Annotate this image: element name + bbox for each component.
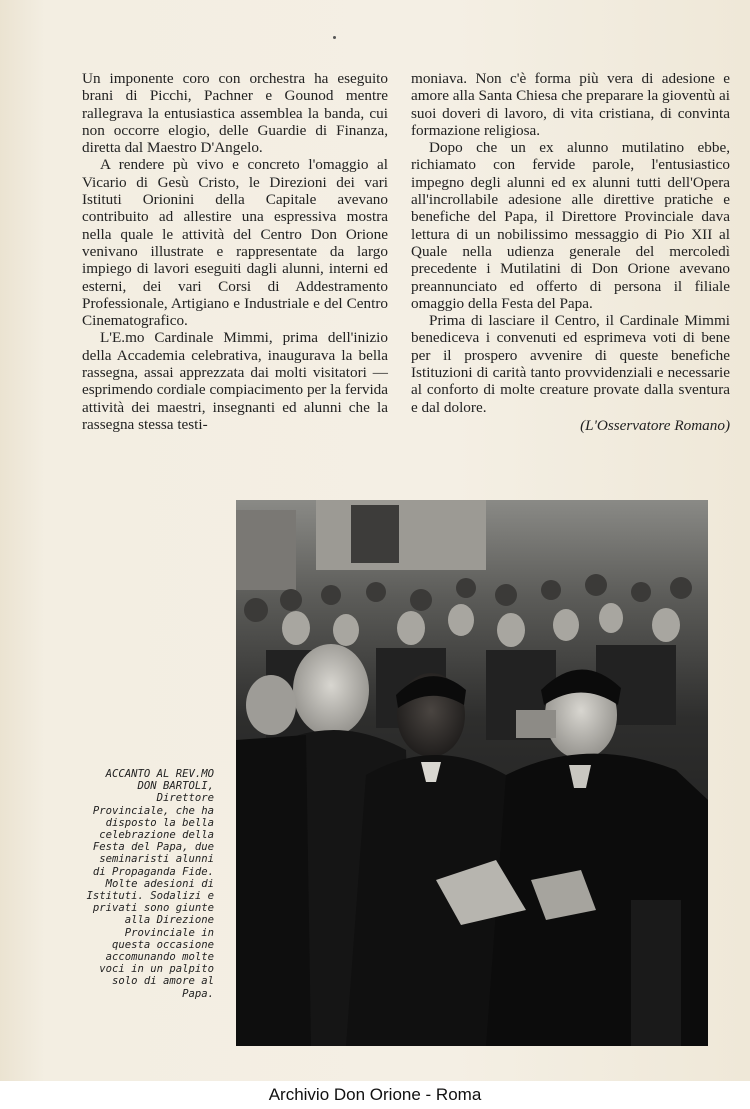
photo-caption: ACCANTO AL REV.MO DON BARTOLI, Direttore Provinciale, che ha disposto la bella celebrazione della Festa del Papa, due seminaristi alunni di Propaganda Fide. Molte adesioni di Istituti. Sodalizi e privati sono giunte alla Direzione Provinciale in questa occasione accomunando molte voci in un palpito solo di amore al Papa. (86, 768, 214, 1000)
print-mark (333, 36, 336, 39)
paragraph: Dopo che un ex alunno mutilatino ebbe, richiamato con fervide parole, l'entusiastico impegno degli alunni ed ex alunni tutti dell'Opera all'incrollabile adesione alle direttive pratiche e benefiche del Papa, il Direttore Provinciale dava lettura di un nobilissimo messaggio di Pio XII al Quale nella udienza generale del mercoledì precedente i Mutilatini di Don Orione avevano preannunciato ed offerto di persona il filiale omaggio della Festa del Papa. (411, 139, 730, 312)
photo-illustration (236, 500, 708, 1046)
article-left-column (82, 70, 388, 433)
seminarians-photo (236, 500, 708, 1046)
paragraph: Un imponente coro con orchestra ha eseguito brani di Picchi, Pachner e Gounod mentre rallegrava la entusiastica assemblea la banda, cui non occorre elogio, delle Guardie di Finanza, diretta dal Maestro D'Angelo. (82, 70, 388, 157)
paragraph: Prima di lasciare il Centro, il Cardinale Mimmi benediceva i convenuti ed esprimeva voti di bene per il prospero avvenire di queste benefiche Istituzioni di carità tanto provvidenziali e necessarie al conforto di molte creature provate dalla sventura e dal dolore. (411, 312, 730, 416)
paragraph: moniava. Non c'è forma più vera di adesione e amore alla Santa Chiesa che preparare la gioventù ai suoi doveri di lavoro, di vita cristiana, di convinta formazione religiosa. (411, 70, 730, 139)
article-source-signature: (L'Osservatore Romano) (580, 416, 730, 434)
paragraph: A rendere pù vivo e concreto l'omaggio al Vicario di Gesù Cristo, le Direzioni dei vari Istituti Orionini della Capitale avevano contribuito ad allestire una espressiva mostra nella quale le attività del Centro Don Orione venivano illustrate e rappresentate da largo impiego di lavori eseguiti dagli alunni, interni ed esterni, dei vari Corsi di Addestramento Professionale, Artigiano e Industriale e del Centro Cinematografico. (82, 156, 388, 330)
archive-footer: Archivio Don Orione - Roma (0, 1081, 750, 1109)
article-right-column (411, 70, 730, 434)
paragraph: L'E.mo Cardinale Mimmi, prima dell'inizio della Accademia celebrativa, inaugurava la bella rassegna, assai apprezzata dai molti visitatori — esprimendo cordiale compiacimento per la fervida attività dei maestri, insegnanti ed alunni che la rassegna stessa testi- (82, 329, 388, 433)
